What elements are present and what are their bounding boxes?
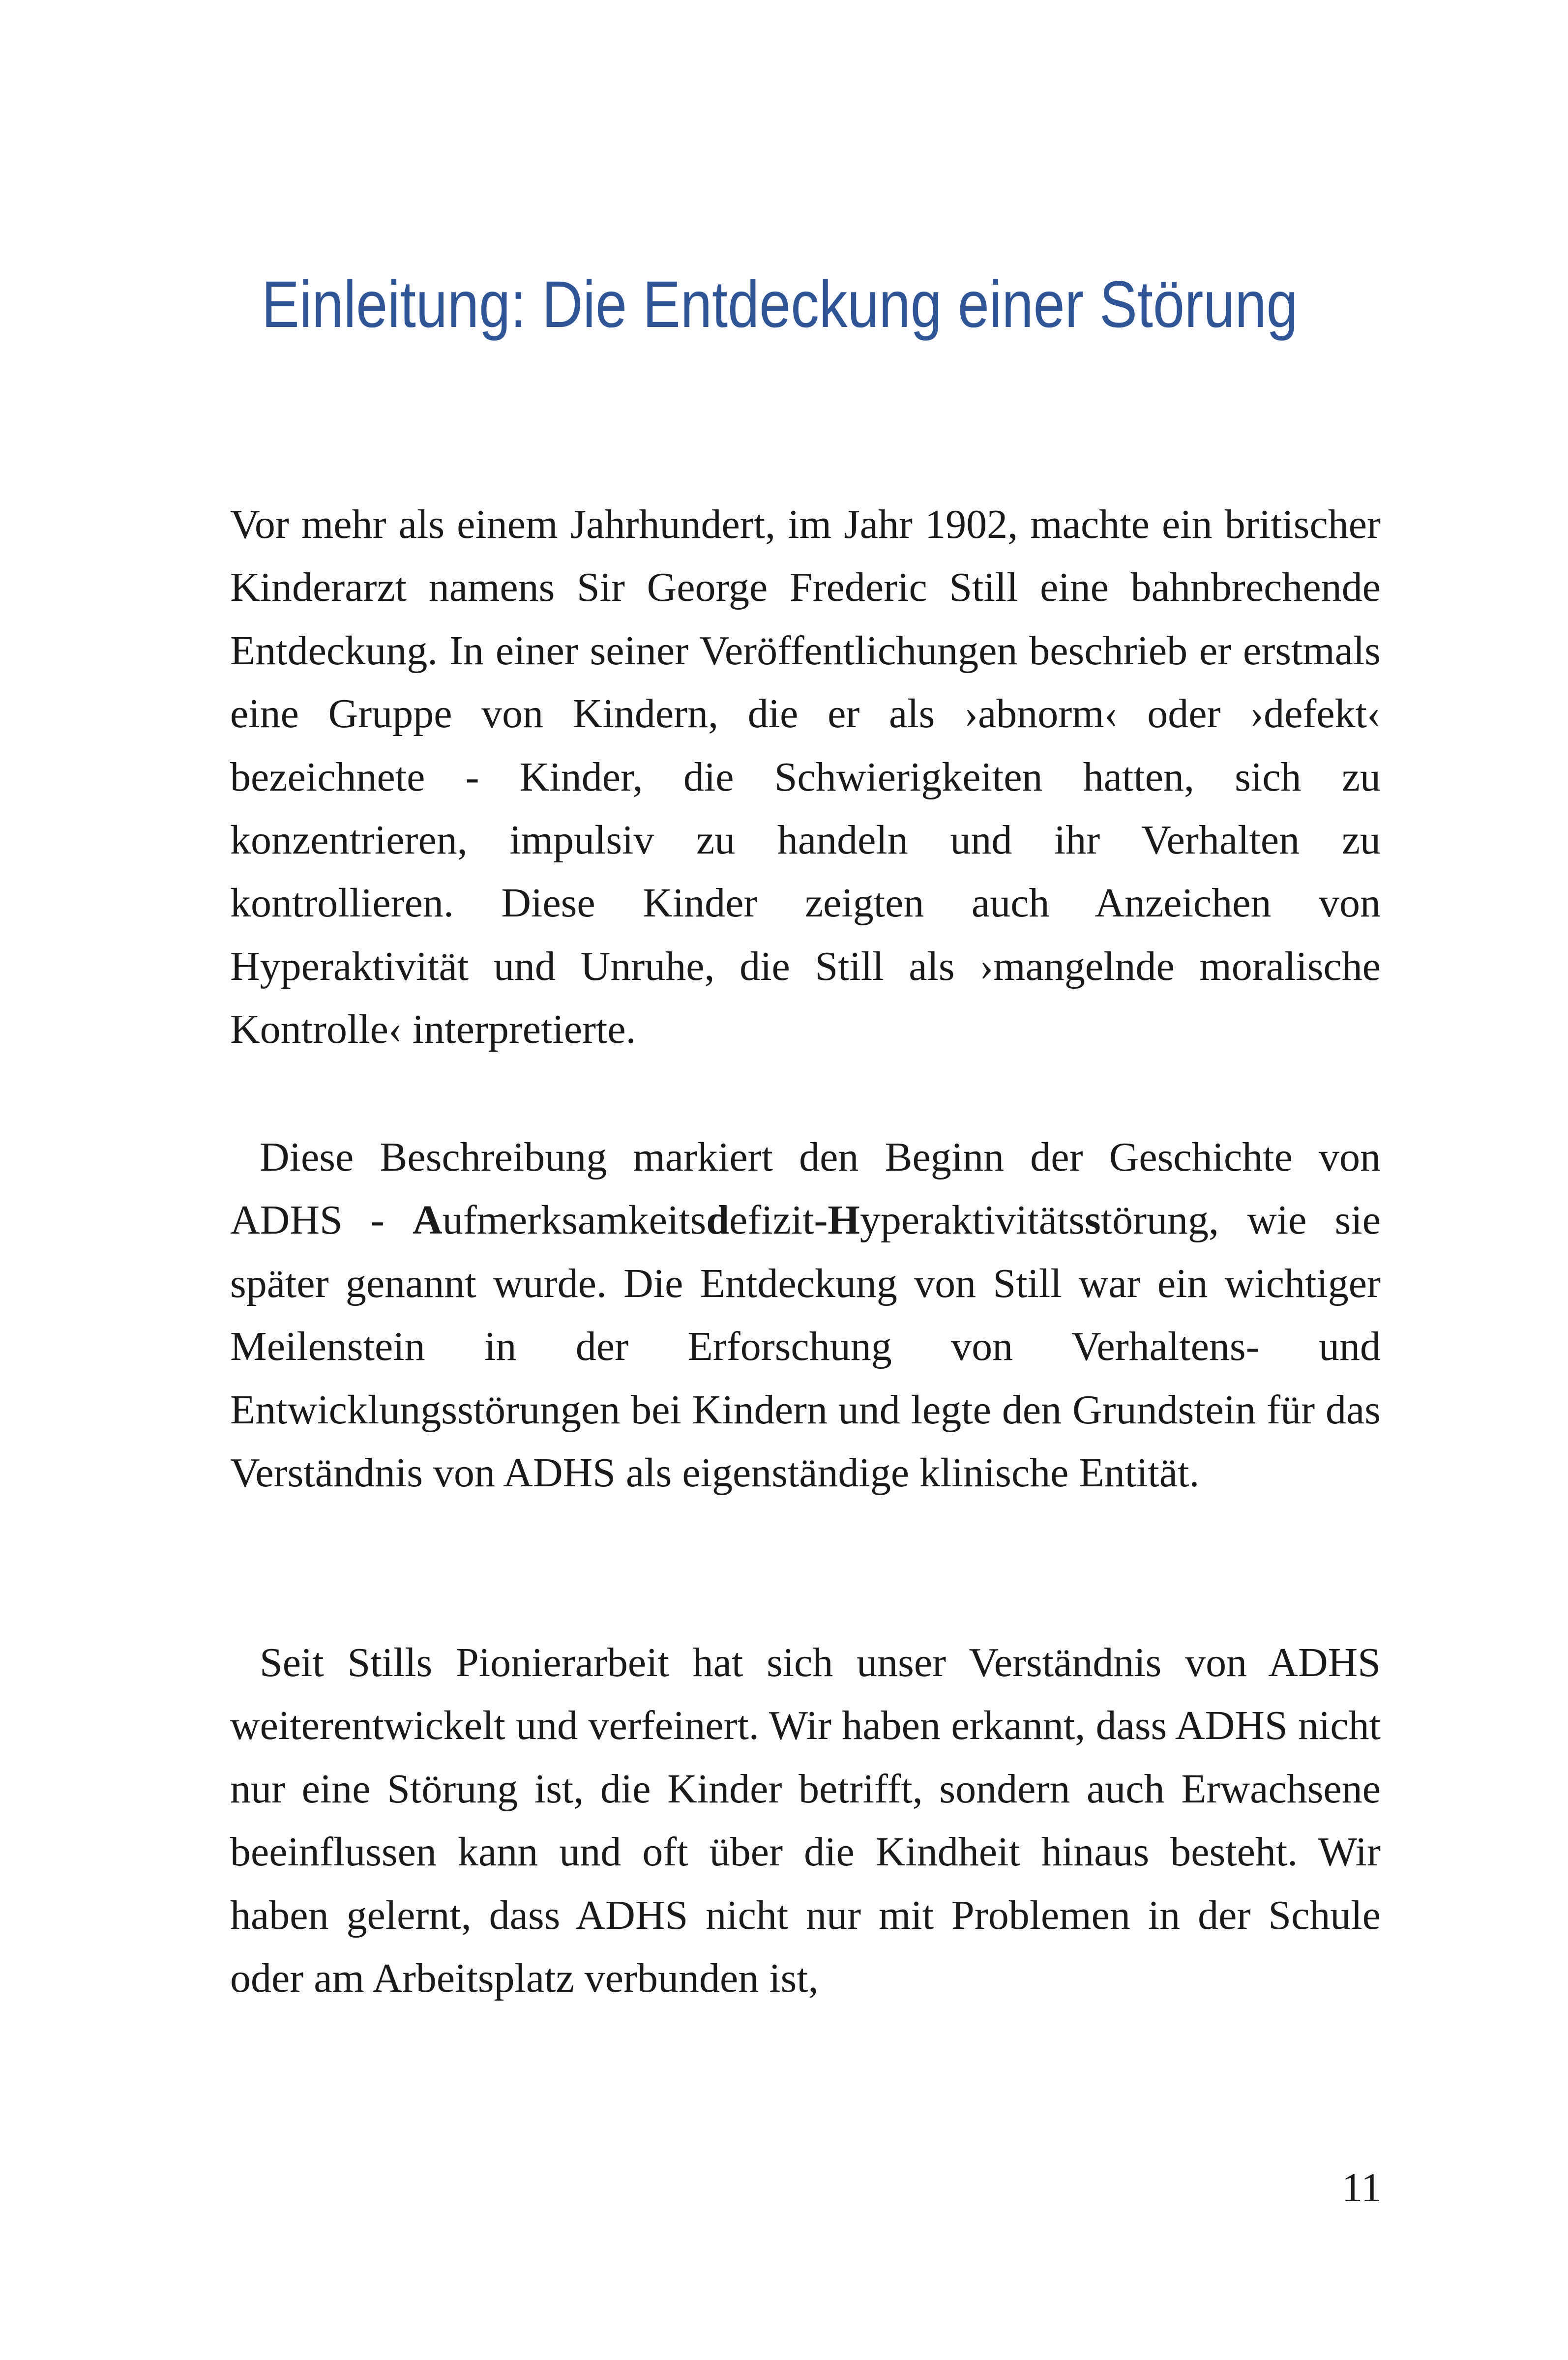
paragraph-1: Vor mehr als einem Jahrhundert, im Jahr 1902, machte ein britischer Kinderarzt namens Sir George Frederic Still eine bahnbrechende Entdeckung. In einer seiner Veröffentlichungen beschrieb er erstmals eine Gruppe von Kindern, die er als ›abnorm‹ oder ›defekt‹ bezeichnete - Kinder, die Schwierigkeiten hatten, sich zu konzentrieren, impulsiv zu handeln und ihr Verhalten zu kontrollieren. Diese Kinder zeigten auch Anzeichen von Hyperaktivität und Unruhe, die Still als ›mangelnde moralische Kontrolle‹ interpretierte. (230, 502, 1381, 1053)
acronym-term-part: törung (1100, 1197, 1209, 1243)
acronym-letter-d: d (706, 1197, 729, 1243)
acronym-term-part: ufmerksamkeits (442, 1197, 707, 1243)
page-number: 11 (1342, 2165, 1382, 2211)
acronym-letter-h: H (828, 1197, 860, 1243)
acronym-letter-a: A (413, 1197, 443, 1243)
paragraph-2 (230, 1126, 1381, 1504)
acronym-term-part: efizit- (729, 1197, 828, 1243)
chapter-title: Einleitung: Die Entdeckung einer Störung (262, 268, 1298, 341)
paragraph-2-intro: Diese Beschreibung markiert den Beginn der Geschichte von ADHS - (230, 1134, 1381, 1243)
acronym-letter-s: s (1085, 1197, 1101, 1243)
acronym-term-part: yperaktivitäts (859, 1197, 1085, 1243)
paragraph-3: Seit Stills Pionierarbeit hat sich unser Verständnis von ADHS weiterentwickelt und verfeinert. Wir haben erkannt, dass ADHS nicht nur eine Störung ist, die Kinder betrifft, sondern auch Erwachsene beeinflussen kann und oft über die Kindheit hinaus besteht. Wir haben gelernt, dass ADHS nicht nur mit Problemen in der Schule oder am Arbeitsplatz verbunden ist, (230, 1640, 1381, 2002)
paragraph-2-rest: , wie sie später genannt wurde. Die Entdeckung von Still war ein wichtiger Meilenstein in der Erforschung von Verhaltens- und Entwicklungsstörungen bei Kindern und legte den Grundstein für das Verständnis von ADHS als eigenständige klinische Entität. (230, 1197, 1381, 1496)
